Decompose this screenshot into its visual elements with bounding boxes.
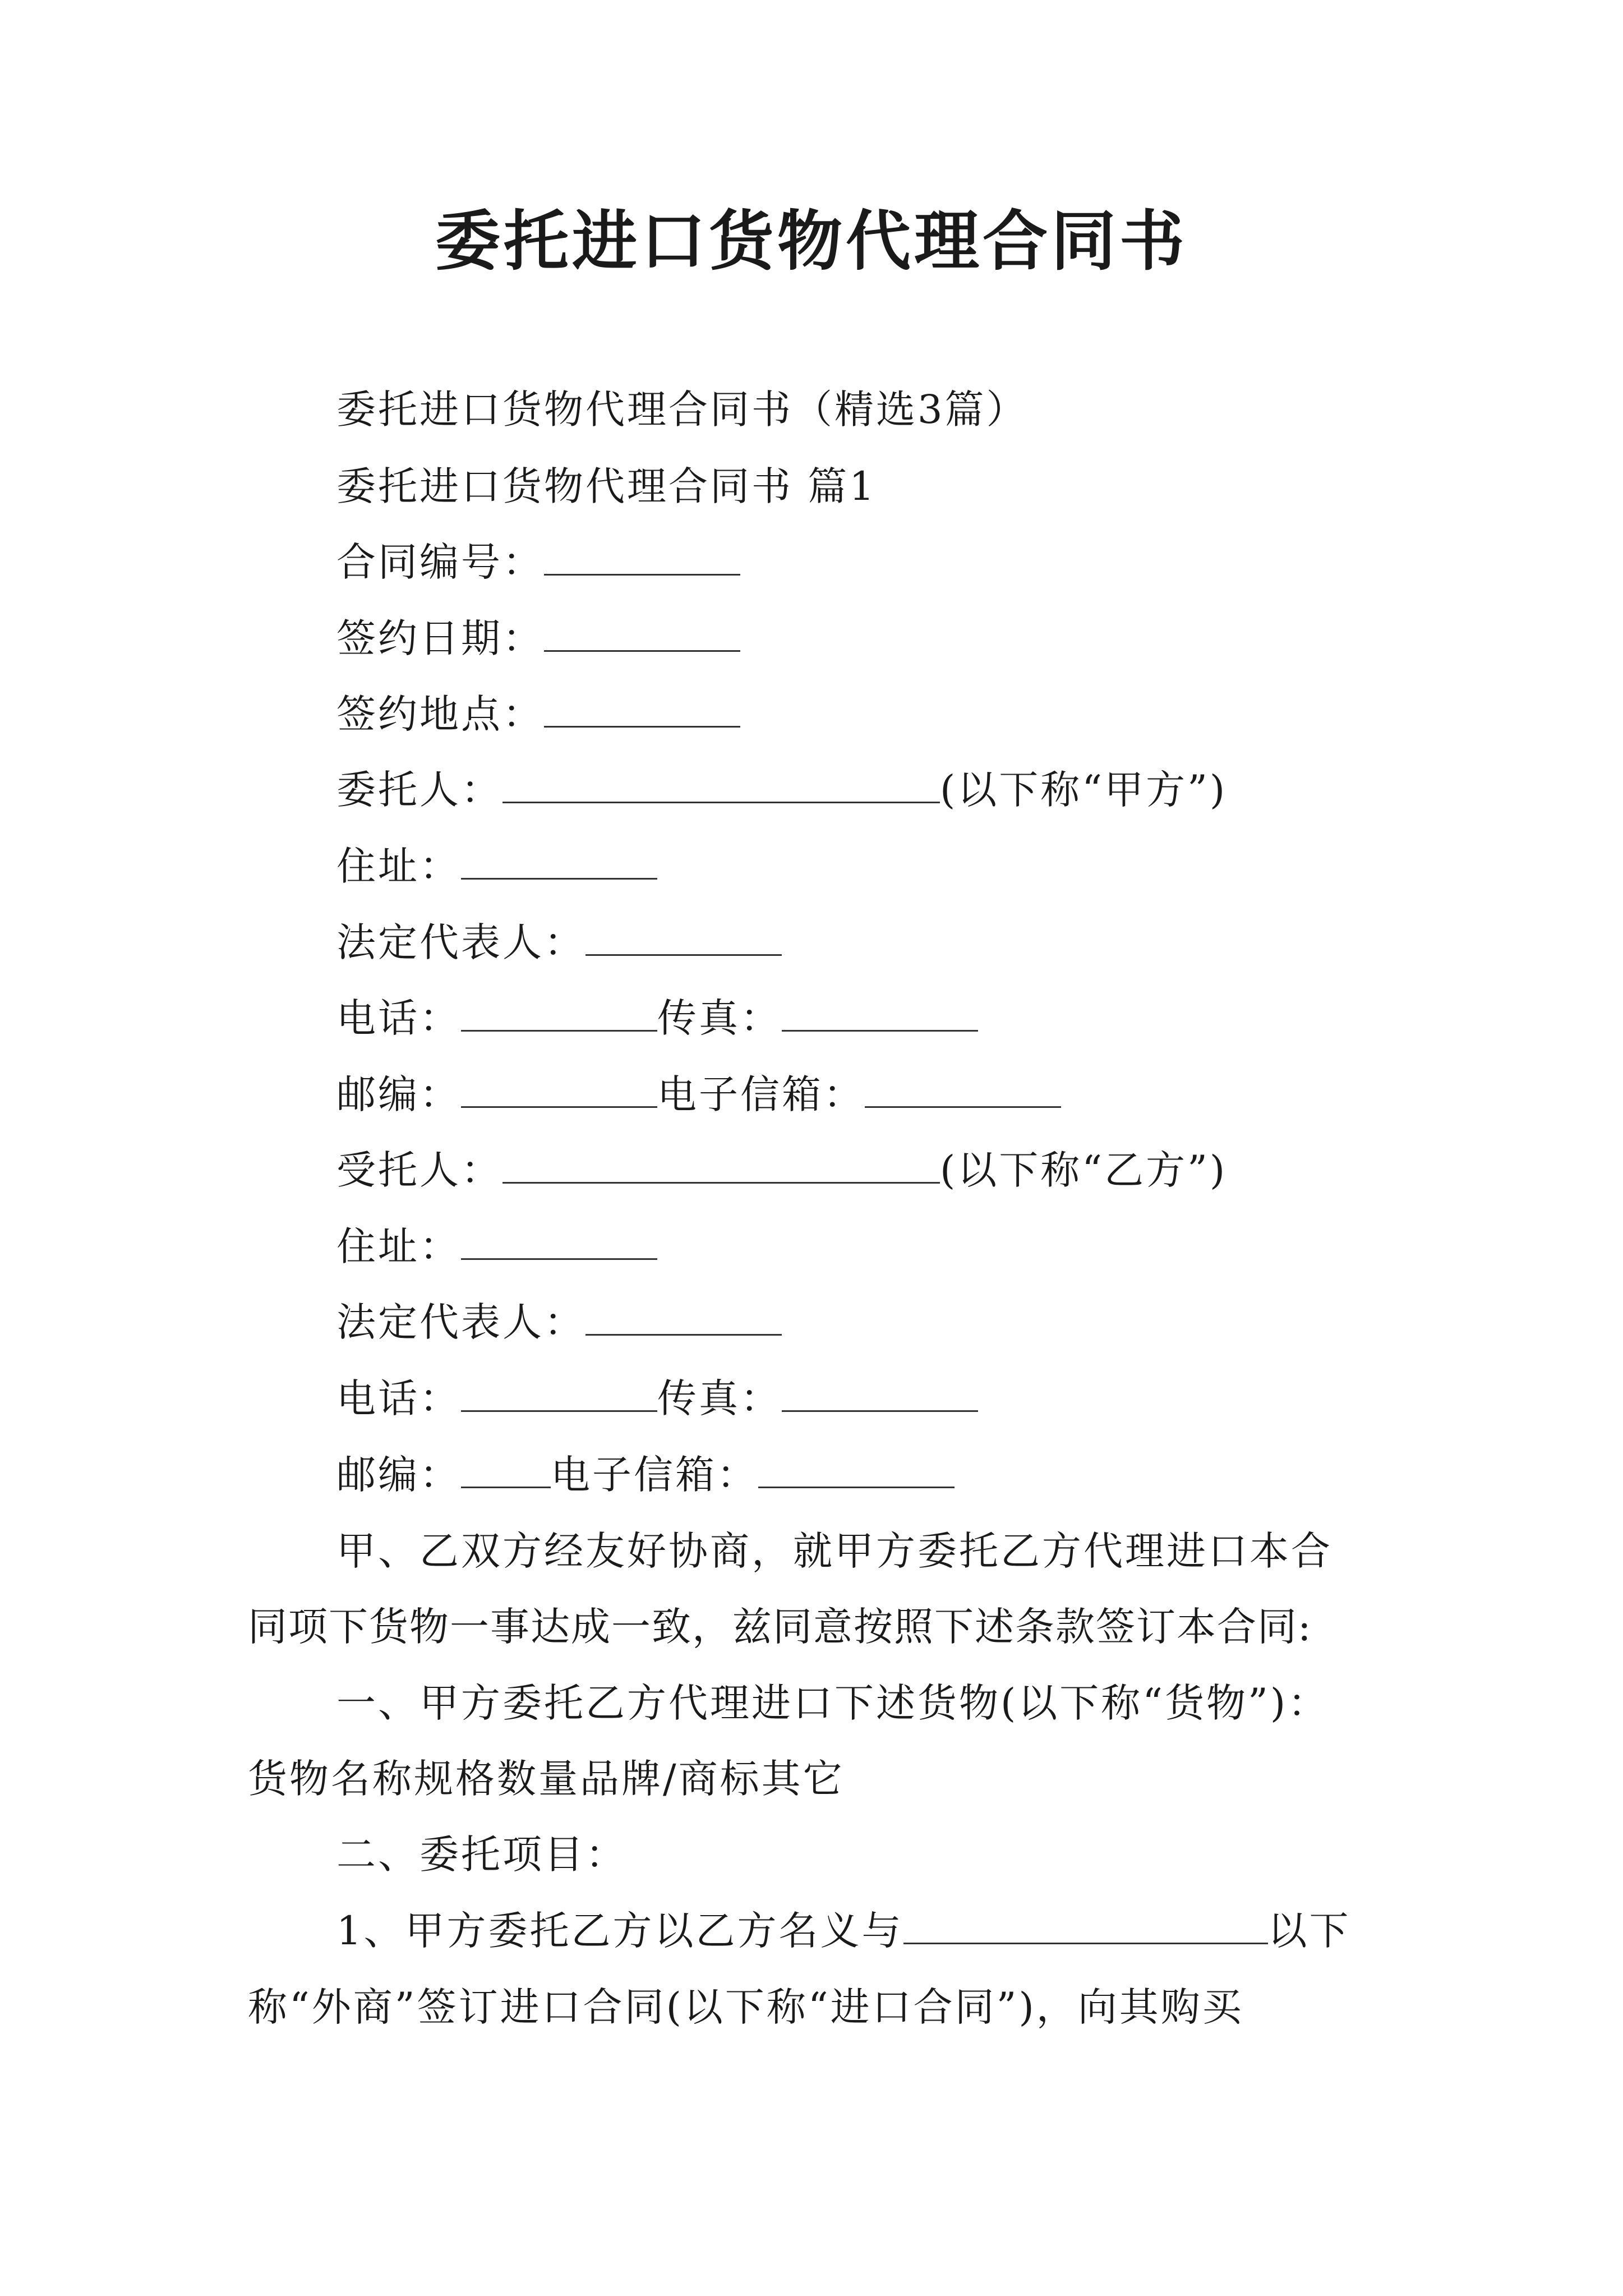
party-b-postcode-blank[interactable]	[461, 1451, 551, 1488]
party-b-address-blank[interactable]	[461, 1222, 657, 1260]
body-intro-line-2: 同项下货物一事达成一致，兹同意按照下述条款签订本合同:	[248, 1604, 1312, 1650]
clause-2-heading: 二、委托项目：	[336, 1832, 627, 1878]
agent-blank[interactable]	[502, 1146, 940, 1184]
clause-1-line-2: 货物名称规格数量品牌/商标其它	[248, 1756, 845, 1802]
clause-1-line-1: 一、甲方委托乙方代理进口下述货物(以下称“货物”)：	[336, 1680, 1330, 1726]
party-b-legal-rep-line	[336, 1294, 782, 1350]
agent-line	[336, 1142, 1227, 1198]
clause-2-1-line-1	[336, 1903, 1351, 1959]
section-heading: 委托进口货物代理合同书 篇1	[336, 463, 877, 509]
principal-blank[interactable]	[502, 766, 940, 803]
party-a-email-label: 电子信箱：	[657, 1071, 865, 1117]
party-a-legal-rep-label: 法定代表人：	[336, 919, 585, 965]
party-a-postcode-line	[336, 1066, 1061, 1122]
agent-suffix: (以下称“乙方”)	[940, 1147, 1228, 1193]
agent-label: 受托人：	[336, 1147, 502, 1193]
sign-place-label: 签约地点：	[336, 691, 544, 737]
principal-line	[336, 762, 1227, 818]
clause-2-1-line-2: 称“外商”签订进口合同(以下称“进口合同”)，向其购买	[248, 1984, 1244, 2030]
sign-date-blank[interactable]	[544, 614, 740, 652]
party-b-address-label: 住址：	[336, 1223, 461, 1269]
party-b-phone-line	[336, 1370, 978, 1427]
sign-date-label: 签约日期：	[336, 615, 544, 661]
party-a-postcode-blank[interactable]	[461, 1070, 657, 1108]
sign-place-blank[interactable]	[544, 690, 740, 728]
contract-no-blank[interactable]	[544, 538, 740, 576]
contract-no-line	[336, 534, 740, 590]
party-a-address-label: 住址：	[336, 843, 461, 889]
sign-place-line	[336, 686, 740, 742]
party-a-fax-blank[interactable]	[782, 994, 978, 1032]
party-a-address-blank[interactable]	[461, 842, 657, 880]
subtitle: 委托进口货物代理合同书（精选3篇）	[336, 386, 1028, 432]
party-a-legal-rep-line	[336, 914, 782, 970]
party-a-address-line	[336, 838, 657, 894]
party-b-legal-rep-label: 法定代表人：	[336, 1299, 585, 1345]
contract-no-label: 合同编号：	[336, 539, 544, 585]
principal-label: 委托人：	[336, 767, 502, 813]
party-b-phone-label: 电话：	[336, 1375, 461, 1421]
clause-2-1-text: 1、甲方委托乙方以乙方名义与	[336, 1908, 903, 1954]
party-b-fax-label: 传真：	[657, 1375, 782, 1421]
party-a-phone-line	[336, 990, 978, 1046]
body-intro-line-1: 甲、乙双方经友好协商，就甲方委托乙方代理进口本合	[336, 1528, 1332, 1574]
party-b-email-label: 电子信箱：	[551, 1452, 758, 1498]
party-b-postcode-line	[336, 1447, 955, 1503]
party-a-phone-label: 电话：	[336, 995, 461, 1041]
party-a-postcode-label: 邮编：	[336, 1071, 461, 1117]
party-b-fax-blank[interactable]	[782, 1374, 978, 1412]
party-b-phone-blank[interactable]	[461, 1374, 657, 1412]
party-b-address-line	[336, 1218, 657, 1274]
document-title: 委托进口货物代理合同书	[435, 203, 1188, 279]
party-b-legal-rep-blank[interactable]	[585, 1298, 782, 1336]
party-b-email-blank[interactable]	[758, 1451, 955, 1488]
party-a-phone-blank[interactable]	[461, 994, 657, 1032]
party-b-postcode-label: 邮编：	[336, 1452, 461, 1498]
party-a-email-blank[interactable]	[865, 1070, 1061, 1108]
principal-suffix: (以下称“甲方”)	[940, 767, 1228, 813]
party-a-legal-rep-blank[interactable]	[585, 918, 782, 956]
clause-2-1-tail: 以下	[1267, 1908, 1351, 1954]
party-a-fax-label: 传真：	[657, 995, 782, 1041]
foreign-party-blank[interactable]	[903, 1907, 1268, 1944]
sign-date-line	[336, 610, 740, 666]
